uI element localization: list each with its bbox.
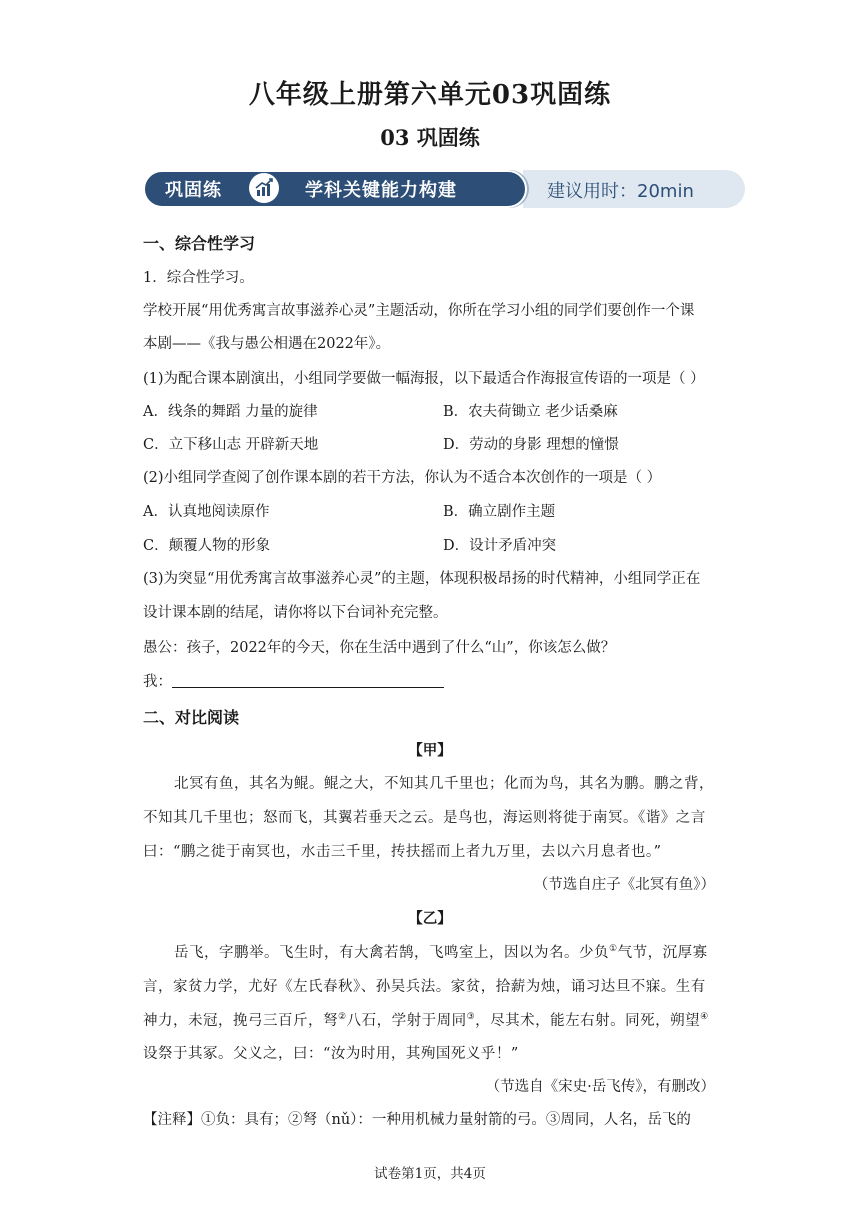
option-1-1-d: D．劳动的身影 理想的憧憬 <box>443 437 619 453</box>
option-1-1-c: C．立下移山志 开辟新天地 <box>143 437 319 453</box>
banner-label-time: 建议用时：20min <box>547 181 694 202</box>
banner-label-practice: 巩固练 <box>165 180 222 201</box>
passage-yi-line3 <box>143 1009 709 1030</box>
option-1-2-c: C．颠覆人物的形象 <box>143 538 271 554</box>
annotation-notes: 【注释】①负：具有；②弩（nǔ）：一种用机械力量射箭的弓。③周同，人名，岳飞的 <box>143 1112 691 1128</box>
option-1-1-b: B．农夫荷锄立 老少话桑麻 <box>443 404 618 420</box>
question-1-3-line1: (3)为突显“用优秀寓言故事滋养心灵”的主题，体现积极昂扬的时代精神，小组同学正在 <box>143 571 701 587</box>
page-subtitle: 03 巩固练 <box>380 125 480 150</box>
question-1-2: (2)小组同学查阅了创作课本剧的若干方法，你认为不适合本次创作的一项是（ ） <box>143 470 662 486</box>
option-1-2-d: D．设计矛盾冲突 <box>443 538 557 554</box>
yugong-dialogue: 愚公：孩子，2022年的今天，你在生活中遇到了什么“山”，你该怎么做？ <box>143 640 616 656</box>
passage-yi-source: （节选自《宋史·岳飞传》，有删改） <box>485 1079 715 1095</box>
option-1-2-b: B．确立剧作主题 <box>443 504 556 520</box>
footnote-marker: ① <box>609 944 618 955</box>
question-1-intro-line2: 本剧——《我与愚公相遇在2022年》。 <box>143 336 391 352</box>
footnote-marker: ② <box>338 1012 347 1023</box>
passage-yi-text: 八石，学射于周同 <box>346 1013 467 1029</box>
section-heading-2: 二、对比阅读 <box>143 708 240 727</box>
chart-growth-icon <box>249 173 279 203</box>
section-heading-1: 一、综合性学习 <box>143 234 256 253</box>
footnote-marker: ④ <box>700 1012 709 1023</box>
banner-label-ability: 学科关键能力构建 <box>305 180 457 201</box>
question-1-intro-line1: 学校开展“用优秀寓言故事滋养心灵”主题活动，你所在学习小组的同学们要创作一个课 <box>143 303 695 319</box>
option-1-2-a: A．认真地阅读原作 <box>143 504 270 520</box>
page-title: 八年级上册第六单元03巩固练 <box>248 80 612 110</box>
passage-yi-text: ，尽其术，能左右射。同死，朔望 <box>475 1013 701 1029</box>
question-1-3-line2: 设计课本剧的结尾，请你将以下台词补充完整。 <box>143 605 448 621</box>
passage-yi-label: 【乙】 <box>408 910 452 927</box>
passage-jia-line1: 北冥有鱼，其名为鲲。鲲之大，不知其几千里也；化而为鸟，其名为鹏。鹏之背， <box>174 776 714 792</box>
answer-line <box>143 670 444 691</box>
passage-yi-text: 岳飞，字鹏举。飞生时，有大禽若鹄，飞鸣室上，因以为名。少负 <box>174 945 609 961</box>
footnote-marker: ③ <box>466 1012 476 1023</box>
question-1-label: 1．综合性学习。 <box>143 270 254 286</box>
passage-yi-line2: 言，家贫力学，尤好《左氏春秋》、孙吴兵法。家贫，拾薪为烛，诵习达旦不寐。生有 <box>143 979 706 995</box>
passage-yi-line1 <box>174 941 708 962</box>
passage-jia-line3: 曰：“鹏之徙于南冥也，水击三千里，抟扶摇而上者九万里，去以六月息者也。” <box>143 844 662 860</box>
passage-yi-line4: 设祭于其冢。父义之，曰：“汝为时用，其殉国死义乎！” <box>143 1046 519 1062</box>
option-1-1-a: A．线条的舞蹈 力量的旋律 <box>143 404 318 420</box>
passage-yi-text: 神力，未冠，挽弓三百斤，弩 <box>143 1013 338 1029</box>
passage-jia-label: 【甲】 <box>408 742 452 759</box>
passage-jia-line2: 不知其几千里也；怒而飞，其翼若垂天之云。是鸟也，海运则将徙于南冥。《谐》之言 <box>143 810 706 826</box>
page-footer: 试卷第1页，共4页 <box>374 1166 486 1182</box>
answer-label: 我： <box>143 674 172 690</box>
answer-blank[interactable] <box>172 673 444 688</box>
passage-yi-text: 气节，沉厚寡 <box>617 945 708 961</box>
question-1-1: (1)为配合课本剧演出，小组同学要做一幅海报，以下最适合作海报宣传语的一项是（ ） <box>143 371 705 387</box>
passage-jia-source: （节选自庄子《北冥有鱼》） <box>533 877 715 893</box>
practice-banner <box>143 170 745 208</box>
